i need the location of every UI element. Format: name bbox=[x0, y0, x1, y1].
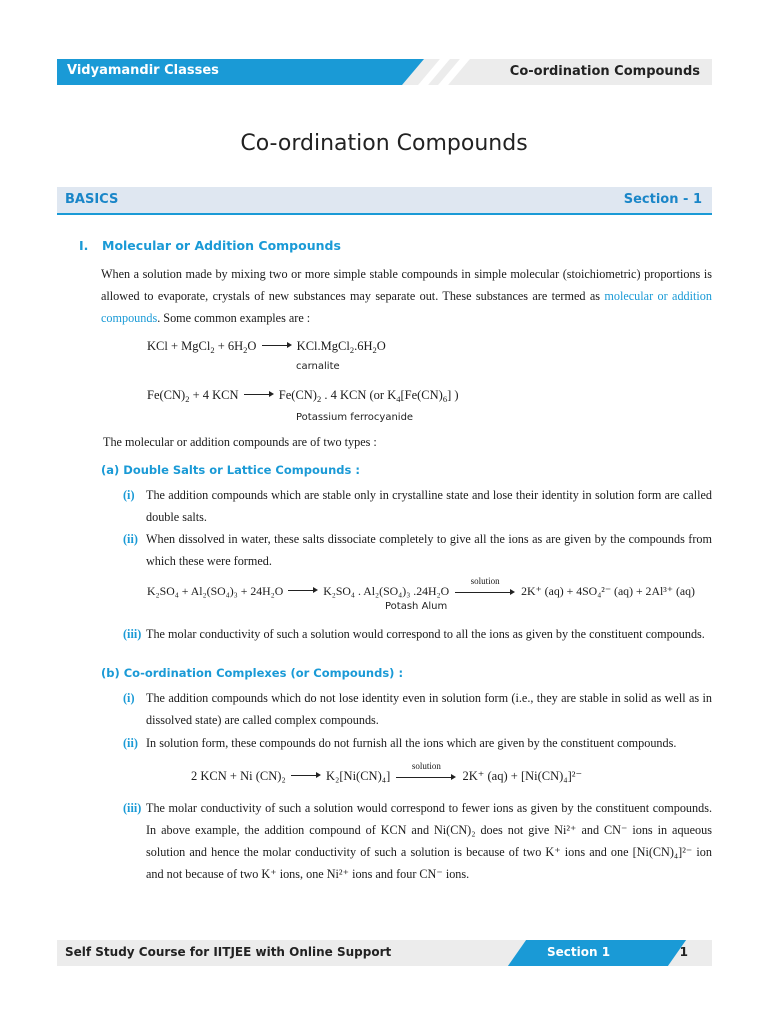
solution-arrow bbox=[455, 576, 515, 598]
list-marker: (ii) bbox=[123, 736, 138, 750]
reaction-arrow bbox=[288, 585, 318, 595]
heading-text: Molecular or Addition Compounds bbox=[102, 238, 341, 253]
eq-sub: 2 bbox=[243, 345, 248, 355]
reaction-arrow bbox=[291, 770, 321, 780]
list-item bbox=[123, 732, 712, 754]
eq-term: Fe(CN) bbox=[147, 388, 186, 402]
arrow-label: solution bbox=[470, 576, 500, 587]
eq-term: . 4 KCN (or K bbox=[321, 388, 397, 402]
page-header bbox=[57, 59, 712, 85]
list-item-text: The addition compounds which do not lose identity even in solution form (i.e., they are stable in solid as well as in dissolved state) are called complex compounds. bbox=[146, 691, 712, 727]
list-marker: (i) bbox=[123, 488, 135, 502]
page-number: 1 bbox=[679, 945, 688, 959]
heading-coordination-complexes: (b) Co-ordination Complexes (or Compounds) : bbox=[101, 666, 404, 680]
list-marker: (ii) bbox=[123, 532, 138, 546]
eq-term: O bbox=[247, 339, 257, 353]
solution-arrow bbox=[396, 761, 456, 783]
section-number: Section - 1 bbox=[623, 192, 702, 207]
eq-term: [Fe(CN) bbox=[400, 388, 443, 402]
eq-sub: 2 bbox=[316, 394, 322, 404]
eq-sub: 6 bbox=[442, 394, 448, 404]
carnalite-label: carnalite bbox=[296, 361, 340, 372]
intro-paragraph bbox=[101, 263, 712, 329]
list-item bbox=[123, 623, 712, 645]
heading-molecular-compounds bbox=[79, 238, 341, 253]
footer-section: Section 1 bbox=[547, 945, 611, 959]
eq-term: K₂SO₄ . Al₂(SO₄)₃ .24H₂O bbox=[323, 584, 450, 598]
reaction-arrow bbox=[262, 340, 292, 350]
eq-term: KCl.MgCl bbox=[296, 339, 350, 353]
list-item bbox=[123, 484, 712, 528]
ferrocyanide-label: Potassium ferrocyanide bbox=[296, 412, 414, 423]
intro-text-1: When a solution made by mixing two or more simple stable compounds in simple molecular (stoichiometric) proportions is allowed to evaporate, crystals of new substances may separate out. These substances are termed as bbox=[101, 267, 712, 303]
eq-sub: 4 bbox=[396, 394, 401, 404]
equation-ferrocyanide bbox=[147, 388, 459, 404]
list-item-text: The molar conductivity of such a solution would correspond to all the ions as given by the constituent compounds. bbox=[146, 627, 705, 641]
eq-sub: 2 bbox=[185, 394, 190, 404]
arrow-label: solution bbox=[411, 761, 441, 772]
eq-term: O bbox=[376, 339, 386, 353]
list-marker: (i) bbox=[123, 691, 135, 705]
list-item bbox=[123, 797, 712, 885]
list-item-text: The addition compounds which are stable only in crystalline state and lose their identity in solution form are called double salts. bbox=[146, 488, 712, 524]
list-item-text: When dissolved in water, these salts dissociate completely to give all the ions as are given by the compounds from which these were formed. bbox=[146, 532, 712, 568]
equation-nickel-cyanide bbox=[191, 761, 583, 784]
page-title: Co-ordination Compounds bbox=[240, 131, 528, 156]
intro-text-2: . Some common examples are : bbox=[157, 311, 311, 325]
eq-term: K₂SO₄ + Al₂(SO₄)₃ + 24H₂O bbox=[147, 584, 284, 598]
list-item bbox=[123, 687, 712, 731]
eq-term: ] ) bbox=[447, 388, 459, 402]
eq-term: K₂[Ni(CN)₄] bbox=[326, 769, 391, 783]
eq-term: .6H bbox=[354, 339, 373, 353]
eq-sub: 2 bbox=[372, 345, 377, 355]
eq-term: 2K⁺ (aq) + [Ni(CN)₄]²⁻ bbox=[462, 769, 583, 783]
footer-course: Self Study Course for IITJEE with Online Support bbox=[65, 945, 392, 959]
heading-double-salts: (a) Double Salts or Lattice Compounds : bbox=[101, 463, 360, 477]
reaction-arrow bbox=[244, 389, 274, 399]
potash-alum-label: Potash Alum bbox=[385, 601, 448, 612]
list-item bbox=[123, 528, 712, 572]
eq-term: + 6H bbox=[214, 339, 244, 353]
equation-potash-alum bbox=[147, 576, 695, 599]
eq-sub: 2 bbox=[210, 345, 215, 355]
section-bar bbox=[57, 187, 712, 213]
header-chapter: Co-ordination Compounds bbox=[509, 64, 700, 79]
eq-sub: 2 bbox=[349, 345, 355, 355]
eq-term: 2K⁺ (aq) + 4SO₄²⁻ (aq) + 2Al³⁺ (aq) bbox=[521, 584, 695, 598]
eq-term: + 4 KCN bbox=[189, 388, 239, 402]
equation-carnalite bbox=[147, 339, 386, 355]
section-bar-underline bbox=[57, 213, 712, 215]
section-label: BASICS bbox=[65, 192, 119, 207]
list-marker: (iii) bbox=[123, 627, 142, 641]
list-item-text: In solution form, these compounds do not furnish all the ions which are given by the constituent compounds. bbox=[146, 736, 677, 750]
eq-term: 2 KCN + Ni (CN)₂ bbox=[191, 769, 286, 783]
types-line: The molecular or addition compounds are of two types : bbox=[103, 435, 377, 449]
list-marker: (iii) bbox=[123, 801, 142, 815]
header-brand: Vidyamandir Classes bbox=[67, 63, 219, 78]
list-item-text: The molar conductivity of such a solution would correspond to fewer ions as given by the constituent compounds. In above example, the addition compound of KCN and Ni(CN)₂ does not give Ni²⁺ and CN⁻ ions in aqueous solution and hence the molar conductivity of such a solution is because of two K⁺ ions and one [Ni(CN)₄]²⁻ ion and not because of two K⁺ ions, one Ni²⁺ ions and four CN⁻ ions. bbox=[146, 801, 712, 881]
heading-number: I. bbox=[79, 238, 89, 253]
page-footer bbox=[57, 940, 712, 966]
eq-term: KCl + MgCl bbox=[147, 339, 211, 353]
intro-highlight: molecular or addition compounds bbox=[101, 289, 712, 325]
eq-term: Fe(CN) bbox=[278, 388, 317, 402]
